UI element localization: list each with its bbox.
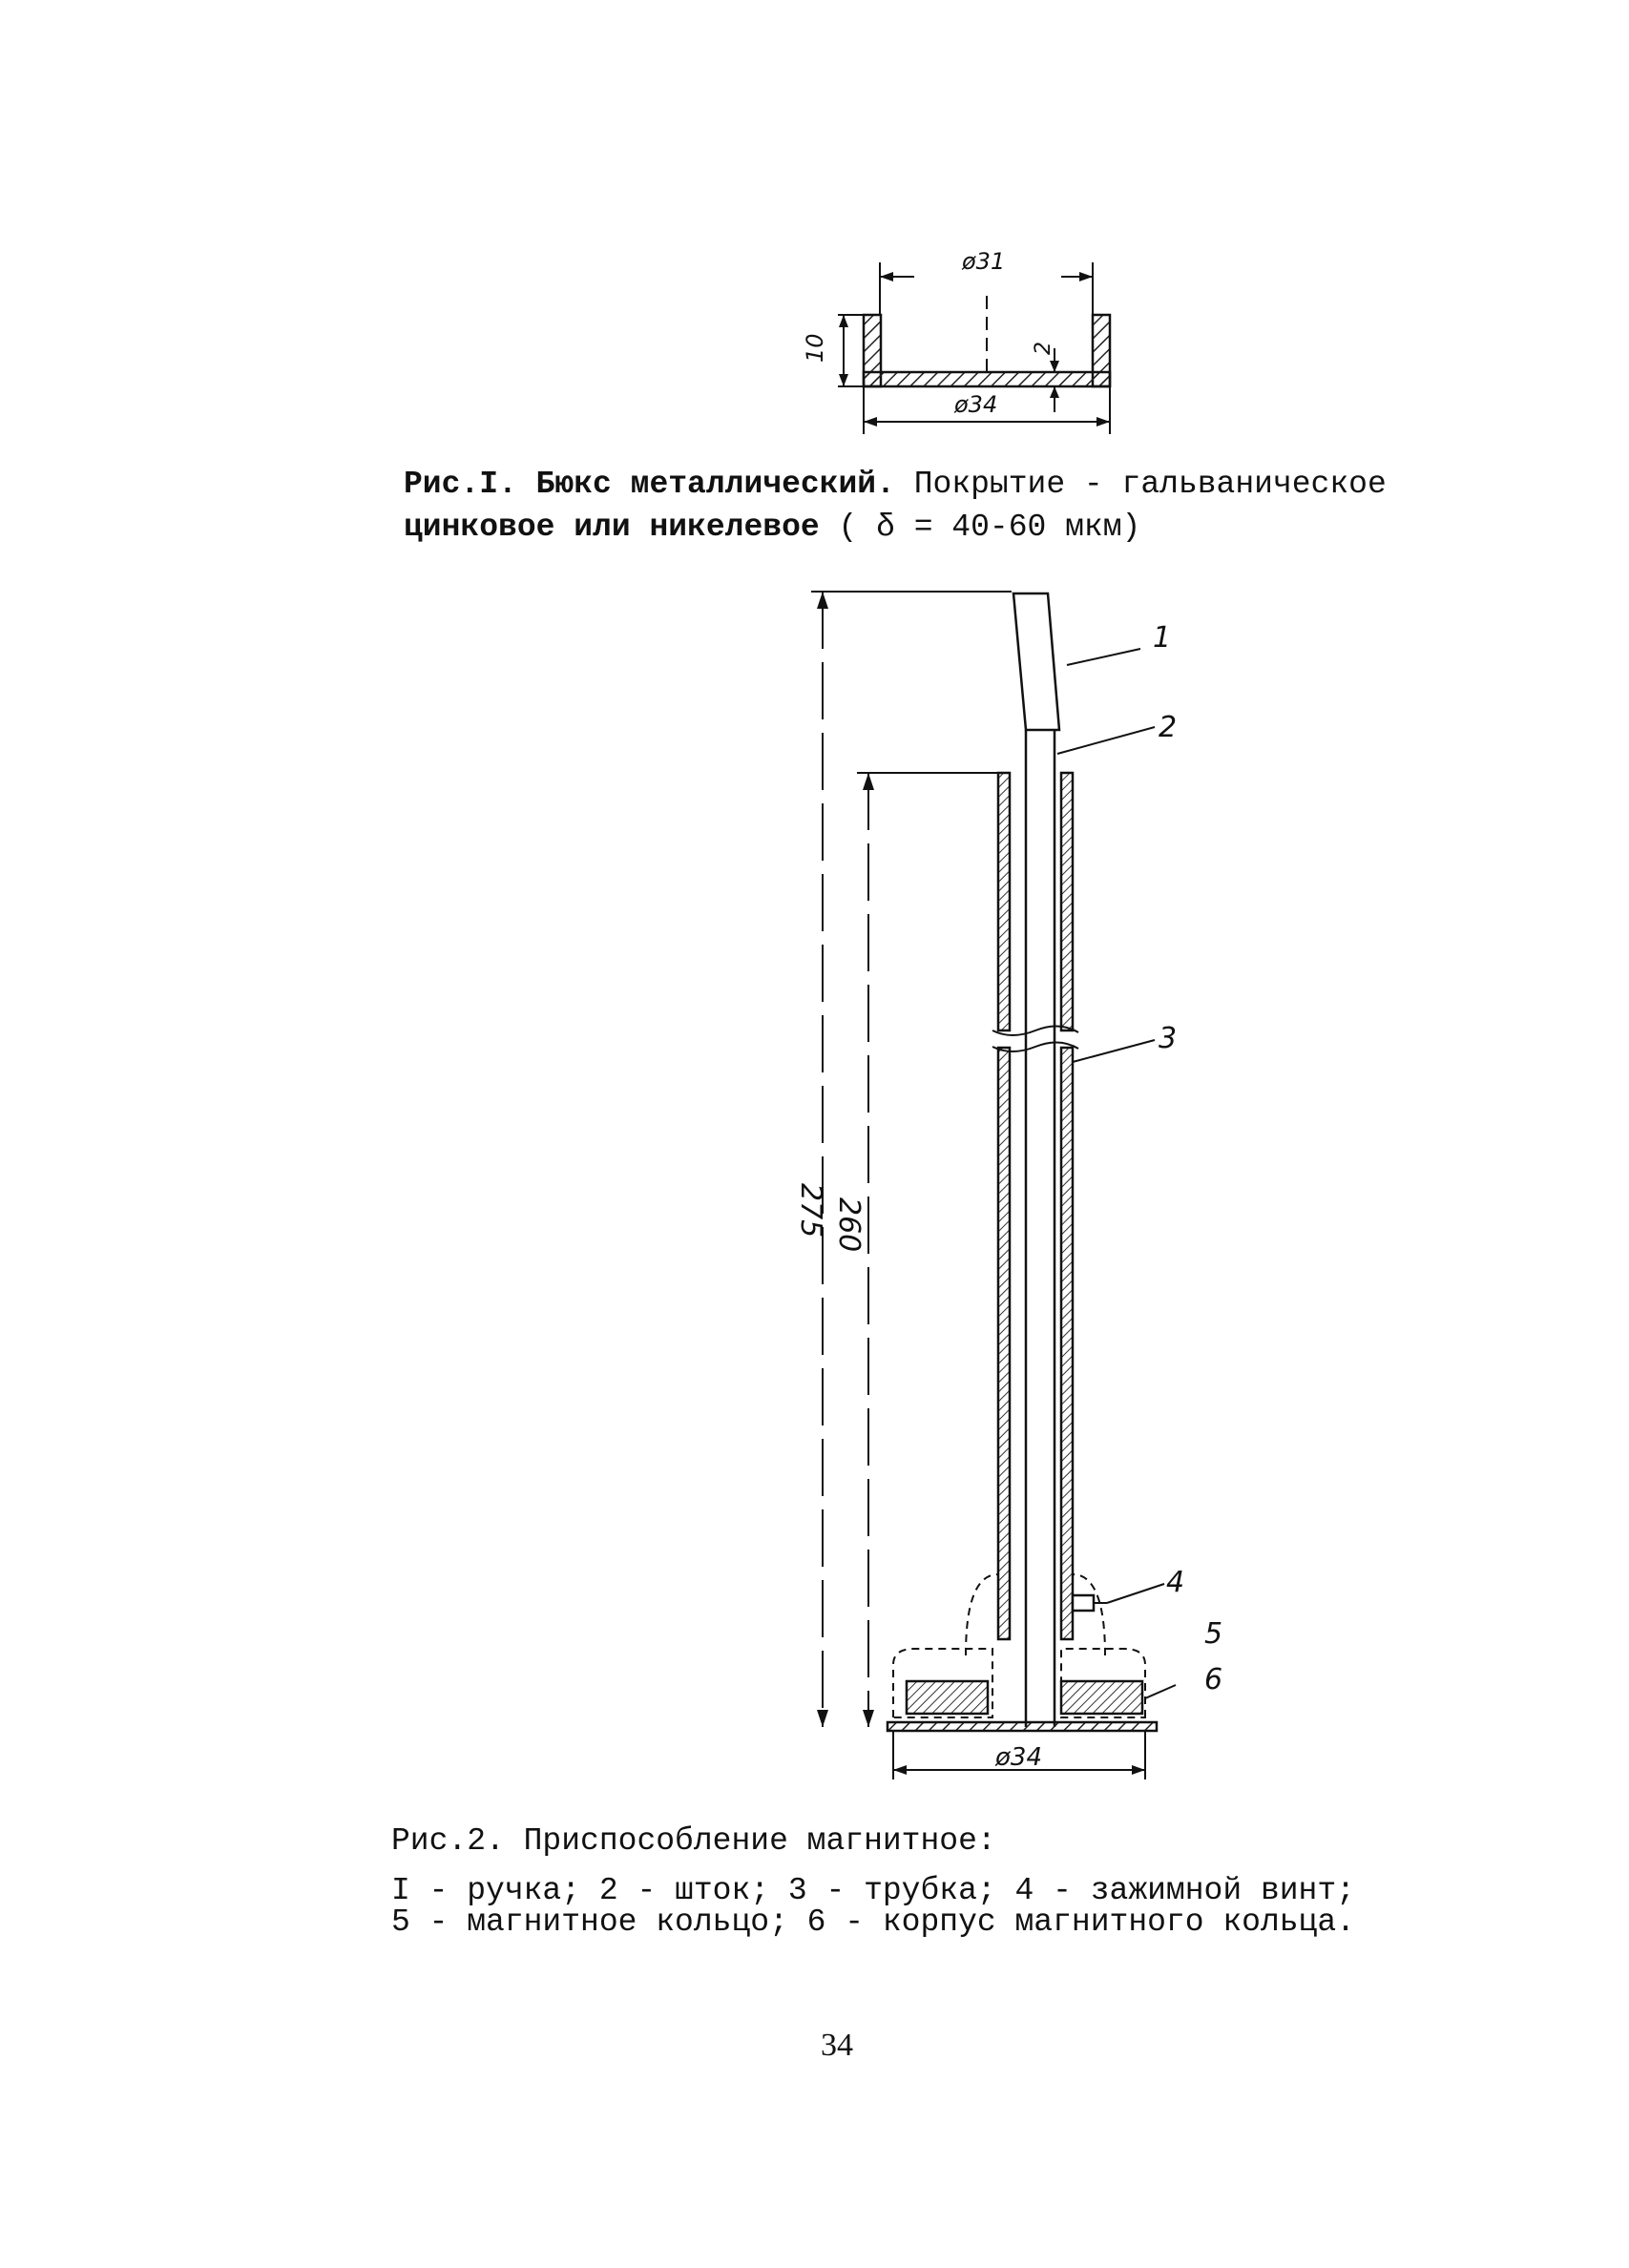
- fig2-dim-total-height: 275: [794, 1183, 827, 1238]
- tube-right-lower: [1061, 1048, 1073, 1639]
- magnet-ring-right: [1061, 1681, 1142, 1714]
- fig1-caption-line1: [404, 466, 1387, 504]
- page-number: 34: [821, 2028, 853, 2063]
- fig2-device-drawing: [811, 592, 1176, 1779]
- tube-left-upper: [998, 773, 1010, 1030]
- tube-right-upper: [1061, 773, 1073, 1030]
- fig2-dim-tube-height: 260: [832, 1197, 866, 1253]
- fig1-caption-line2: [404, 509, 1140, 547]
- fig2-dim-base-diameter: ø34: [995, 1743, 1042, 1772]
- part-label-1: 1: [1153, 621, 1172, 655]
- fig1-dim-outer: ø34: [954, 391, 998, 418]
- part-label-5: 5: [1204, 1617, 1223, 1651]
- base-plate: [888, 1722, 1157, 1731]
- clamp-screw: [1073, 1595, 1094, 1611]
- fig1-caption-line1-bold: Рис.I. Бюкс металлический.: [404, 467, 895, 502]
- tube-left-lower: [998, 1048, 1010, 1639]
- fig2-legend-line1: I - ручка; 2 - шток; 3 - трубка; 4 - зажимной винт;: [391, 1873, 1355, 1908]
- handle: [1013, 593, 1059, 730]
- part-label-6: 6: [1204, 1663, 1223, 1696]
- part-label-4: 4: [1166, 1566, 1185, 1599]
- part-label-2: 2: [1159, 711, 1178, 744]
- cup-bottom: [864, 372, 1110, 386]
- fig1-dim-height: 10: [802, 333, 828, 363]
- fig1-caption-line2-rest: ( δ = 40-60 мкм): [819, 510, 1141, 545]
- fig1-dim-wall: 2: [1032, 342, 1055, 355]
- fig2-legend-line2: 5 - магнитное кольцо; 6 - корпус магнитного кольца.: [391, 1904, 1355, 1940]
- part-label-3: 3: [1159, 1022, 1178, 1055]
- fig2-caption-title: Рис.2. Приспособление магнитное:: [391, 1823, 996, 1859]
- fig1-caption-line2-bold: цинковое или никелевое: [404, 510, 820, 545]
- magnet-ring-left: [907, 1681, 988, 1714]
- fig1-caption-line1-rest: Покрытие - гальваническое: [894, 467, 1387, 502]
- fig1-dim-inner: ø31: [962, 248, 1006, 275]
